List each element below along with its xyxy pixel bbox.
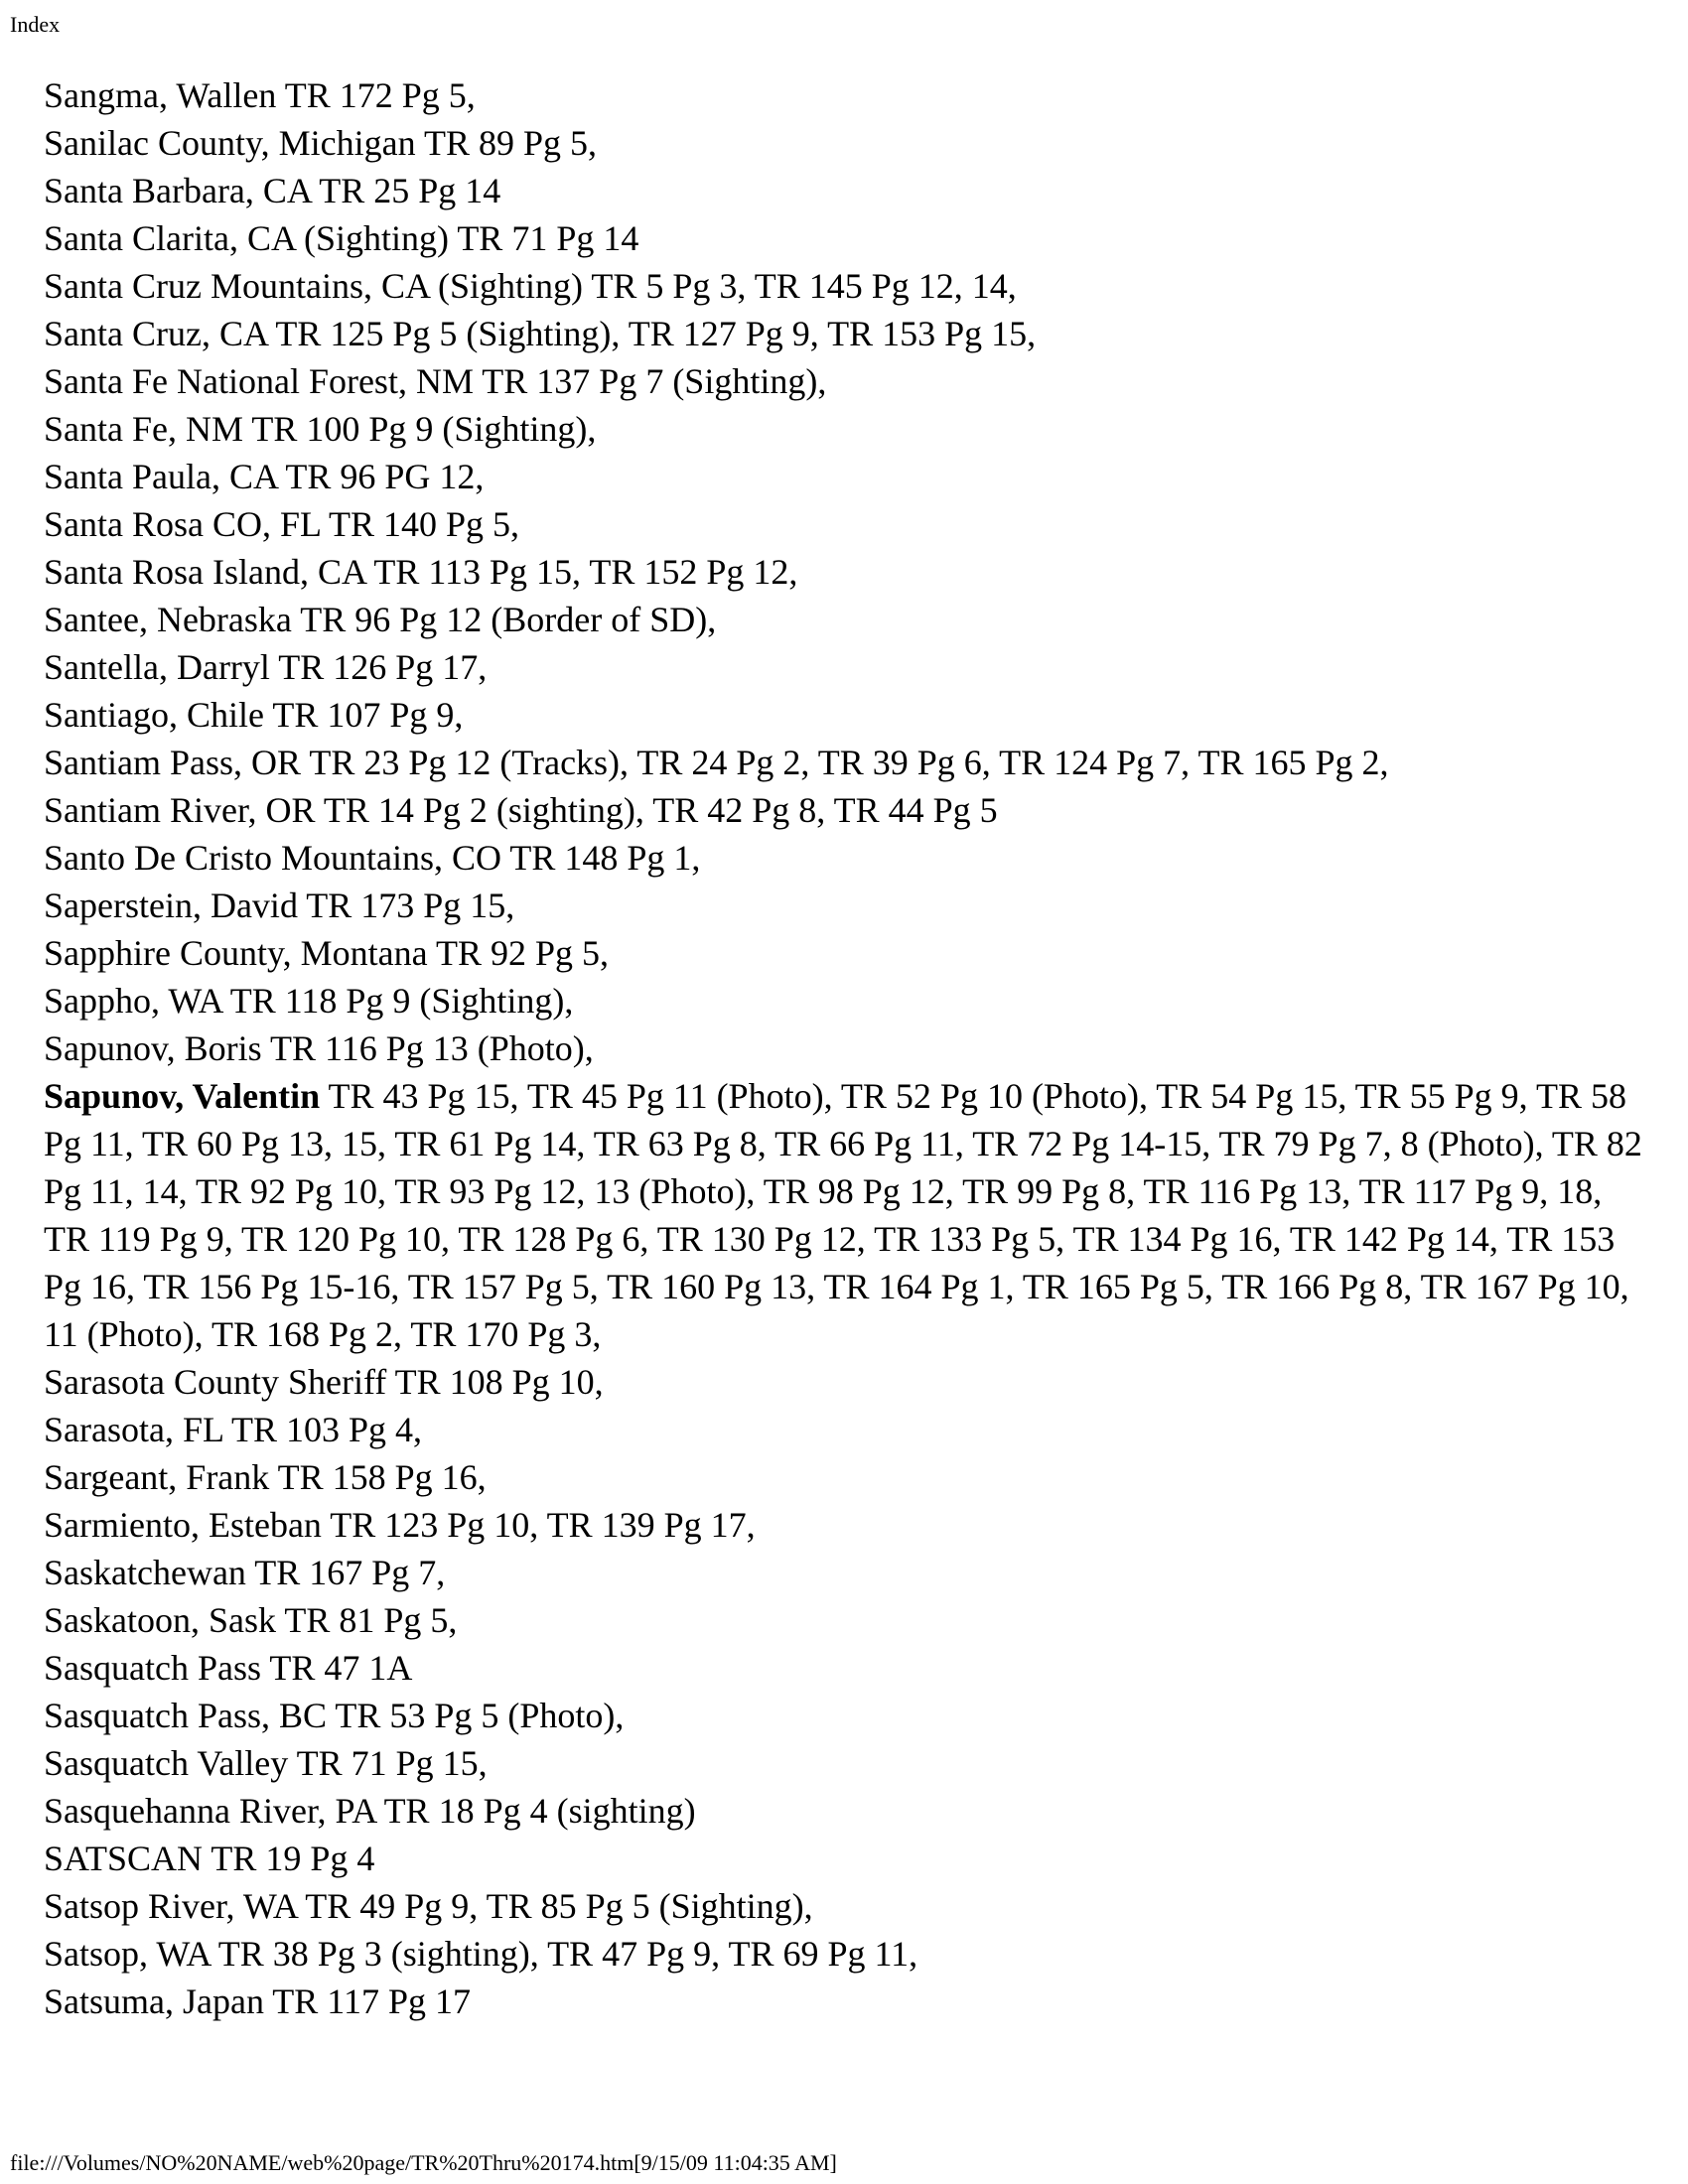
index-entry: SATSCAN TR 19 Pg 4 bbox=[44, 1839, 375, 1878]
index-entry: Santiam River, OR TR 14 Pg 2 (sighting), TR 42 Pg 8, TR 44 Pg 5 bbox=[44, 790, 998, 830]
index-term-bold: Sapunov, Valentin bbox=[44, 1076, 321, 1116]
index-entry: Sarasota, FL TR 103 Pg 4, bbox=[44, 1410, 423, 1449]
index-entry: Sasquatch Pass TR 47 1A bbox=[44, 1648, 413, 1688]
index-entry: Santa Cruz Mountains, CA (Sighting) TR 5 Pg 3, TR 145 Pg 12, 14, bbox=[44, 266, 1017, 306]
index-entry: Santa Clarita, CA (Sighting) TR 71 Pg 14 bbox=[44, 218, 639, 258]
index-entry: Satsop River, WA TR 49 Pg 9, TR 85 Pg 5 (Sighting), bbox=[44, 1886, 813, 1926]
index-entry: Sasquatch Pass, BC TR 53 Pg 5 (Photo), bbox=[44, 1696, 625, 1735]
index-entry: Sanilac County, Michigan TR 89 Pg 5, bbox=[44, 123, 597, 163]
index-entry: Sargeant, Frank TR 158 Pg 16, bbox=[44, 1457, 487, 1497]
index-entry: Sapunov, Boris TR 116 Pg 13 (Photo), bbox=[44, 1028, 594, 1068]
index-term-refs: TR 43 Pg 15, TR 45 Pg 11 (Photo), TR 52 Pg 10 (Photo), TR 54 Pg 15, TR 55 Pg 9, TR 58 Pg 11, TR 60 Pg 13, 15, TR 61 Pg 14, TR 63 Pg 8, TR 66 Pg 11, TR 72 Pg 14-15, TR 79 Pg 7, 8 (Photo), TR 82 Pg 11, 14, TR 92 Pg 10, TR 93 Pg 12, 13 (Photo), TR 98 Pg 12, TR 99 Pg 8, TR 116 Pg 13, TR 117 Pg 9, 18, TR 119 Pg 9, TR 120 Pg 10, TR 128 Pg 6, TR 130 Pg 12, TR 133 Pg 5, TR 134 Pg 16, TR 142 Pg 14, TR 153 Pg 16, TR 156 Pg 15-16, TR 157 Pg 5, TR 160 Pg 13, TR 164 Pg 1, TR 165 Pg 5, TR 166 Pg 8, TR 167 Pg 10, 11 (Photo), TR 168 Pg 2, TR 170 Pg 3, bbox=[44, 1076, 1642, 1354]
index-entry: Santiago, Chile TR 107 Pg 9, bbox=[44, 695, 464, 735]
index-entry: Sangma, Wallen TR 172 Pg 5, bbox=[44, 75, 476, 115]
page-footer-url: file:///Volumes/NO%20NAME/web%20page/TR%20Thru%20174.htm[9/15/09 11:04:35 AM] bbox=[10, 2150, 837, 2175]
index-entry: Santa Barbara, CA TR 25 Pg 14 bbox=[44, 171, 501, 210]
index-list bbox=[44, 71, 1652, 2025]
index-entry: Santella, Darryl TR 126 Pg 17, bbox=[44, 647, 488, 687]
index-entry: Santa Rosa CO, FL TR 140 Pg 5, bbox=[44, 504, 520, 544]
index-entry: Sapphire County, Montana TR 92 Pg 5, bbox=[44, 933, 609, 973]
index-entry: Santa Fe National Forest, NM TR 137 Pg 7 (Sighting), bbox=[44, 361, 827, 401]
index-entry: Santo De Cristo Mountains, CO TR 148 Pg 1, bbox=[44, 838, 701, 878]
page-header: Index bbox=[10, 12, 61, 37]
index-entry: Sasquehanna River, PA TR 18 Pg 4 (sighting) bbox=[44, 1791, 696, 1831]
index-entry: Santiam Pass, OR TR 23 Pg 12 (Tracks), TR 24 Pg 2, TR 39 Pg 6, TR 124 Pg 7, TR 165 Pg 2, bbox=[44, 743, 1389, 782]
index-entry: Saskatchewan TR 167 Pg 7, bbox=[44, 1553, 446, 1592]
index-entry: Sasquatch Valley TR 71 Pg 15, bbox=[44, 1743, 488, 1783]
index-entry: Sappho, WA TR 118 Pg 9 (Sighting), bbox=[44, 981, 574, 1021]
index-entry: Satsop, WA TR 38 Pg 3 (sighting), TR 47 Pg 9, TR 69 Pg 11, bbox=[44, 1934, 918, 1974]
index-entry: Satsuma, Japan TR 117 Pg 17 bbox=[44, 1981, 471, 2021]
index-entry: Sarasota County Sheriff TR 108 Pg 10, bbox=[44, 1362, 604, 1402]
index-entry: Santa Paula, CA TR 96 PG 12, bbox=[44, 457, 485, 496]
index-entry: Santa Fe, NM TR 100 Pg 9 (Sighting), bbox=[44, 409, 597, 449]
index-entry: Sarmiento, Esteban TR 123 Pg 10, TR 139 Pg 17, bbox=[44, 1505, 756, 1545]
index-entry: Santa Rosa Island, CA TR 113 Pg 15, TR 152 Pg 12, bbox=[44, 552, 798, 592]
index-entry: Saperstein, David TR 173 Pg 15, bbox=[44, 886, 515, 925]
index-entry-featured bbox=[44, 1072, 1652, 1358]
index-entry: Saskatoon, Sask TR 81 Pg 5, bbox=[44, 1600, 458, 1640]
index-entry: Santee, Nebraska TR 96 Pg 12 (Border of SD), bbox=[44, 600, 717, 639]
index-entry: Santa Cruz, CA TR 125 Pg 5 (Sighting), TR 127 Pg 9, TR 153 Pg 15, bbox=[44, 314, 1037, 353]
